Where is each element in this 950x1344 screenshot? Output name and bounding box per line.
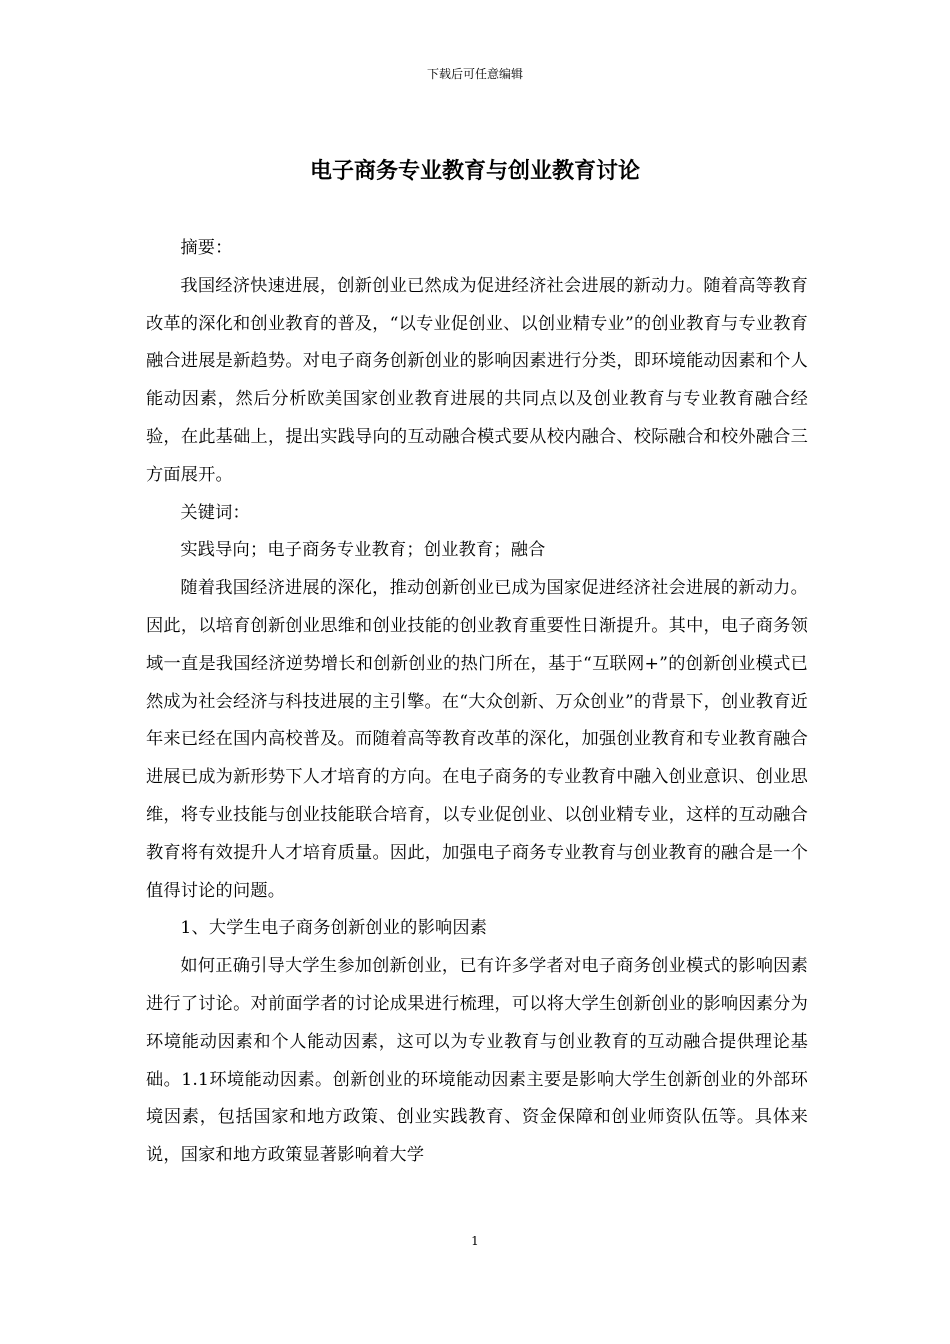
document-body <box>146 230 808 1175</box>
abstract-paragraph: 我国经济快速进展，创新创业已然成为促进经济社会进展的新动力。随着高等教育改革的深化和创业教育的普及，“以专业促创业、以创业精专业”的创业教育与专业教育融合进展是新趋势。对电子商务创新创业的影响因素进行分类，即环境能动因素和个人能动因素，然后分析欧美国家创业教育进展的共同点以及创业教育与专业教育融合经验，在此基础上，提出实践导向的互动融合模式要从校内融合、校际融合和校外融合三方面展开。 <box>146 275 808 485</box>
keywords-list: 实践导向；电子商务专业教育；创业教育；融合 <box>180 540 546 561</box>
page-number: 1 <box>471 1234 479 1248</box>
section-heading: 1、大学生电子商务创新创业的影响因素 <box>180 918 488 939</box>
document-title: 电子商务专业教育与创业教育讨论 <box>309 158 640 184</box>
keywords-heading: 关键词： <box>180 502 250 523</box>
page-header: 下载后可任意编辑 <box>426 67 523 81</box>
body-paragraph: 随着我国经济进展的深化，推动创新创业已成为国家促进经济社会进展的新动力。因此，以培育创新创业思维和创业技能的创业教育重要性日渐提升。其中，电子商务领域一直是我国经济逆势增长和创新创业的热门所在，基于“互联网+”的创新创业模式已然成为社会经济与科技进展的主引擎。在“大众创新、万众创业”的背景下，创业教育近年来已经在国内高校普及。而随着高等教育改革的深化，加强创业教育和专业教育融合进展已成为新形势下人才培育的方向。在电子商务的专业教育中融入创业意识、创业思维，将专业技能与创业技能联合培育，以专业促创业、以创业精专业，这样的互动融合教育将有效提升人才培育质量。因此，加强电子商务专业教育与创业教育的融合是一个值得讨论的问题。 <box>146 578 808 901</box>
body-paragraph: 如何正确引导大学生参加创新创业，已有许多学者对电子商务创业模式的影响因素进行了讨论。对前面学者的讨论成果进行梳理，可以将大学生创新创业的影响因素分为环境能动因素和个人能动因素，这可以为专业教育与创业教育的互动融合提供理论基础。1.1环境能动因素。创新创业的环境能动因素主要是影响大学生创新创业的外部环境因素，包括国家和地方政策、创业实践教育、资金保障和创业师资队伍等。具体来说，国家和地方政策显著影响着大学 <box>146 956 808 1166</box>
abstract-heading: 摘要： <box>180 238 233 258</box>
